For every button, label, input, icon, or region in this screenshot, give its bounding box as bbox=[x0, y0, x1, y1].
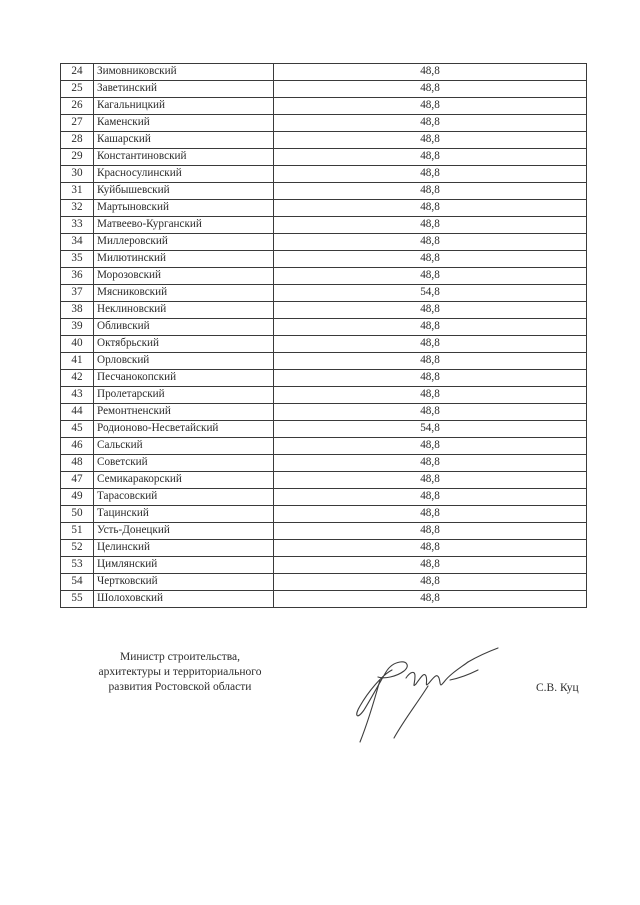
district-name-cell: Чертковский bbox=[94, 574, 274, 591]
value-cell: 48,8 bbox=[274, 98, 587, 115]
district-name-cell: Мартыновский bbox=[94, 200, 274, 217]
value-cell: 48,8 bbox=[274, 217, 587, 234]
row-number-cell: 41 bbox=[61, 353, 94, 370]
table-row bbox=[61, 183, 587, 200]
value-cell: 48,8 bbox=[274, 506, 587, 523]
table-row bbox=[61, 319, 587, 336]
row-number-cell: 48 bbox=[61, 455, 94, 472]
district-name-cell: Кашарский bbox=[94, 132, 274, 149]
district-name-cell: Мясниковский bbox=[94, 285, 274, 302]
district-name-cell: Тацинский bbox=[94, 506, 274, 523]
table-row bbox=[61, 115, 587, 132]
table-row bbox=[61, 370, 587, 387]
district-name-cell: Заветинский bbox=[94, 81, 274, 98]
row-number-cell: 53 bbox=[61, 557, 94, 574]
row-number-cell: 44 bbox=[61, 404, 94, 421]
signatory-title-line: архитектуры и территориального bbox=[98, 666, 262, 678]
table-row bbox=[61, 217, 587, 234]
row-number-cell: 35 bbox=[61, 251, 94, 268]
row-number-cell: 45 bbox=[61, 421, 94, 438]
row-number-cell: 43 bbox=[61, 387, 94, 404]
handwritten-signature bbox=[320, 640, 520, 750]
signatory-title bbox=[75, 650, 285, 695]
value-cell: 48,8 bbox=[274, 234, 587, 251]
table-row bbox=[61, 81, 587, 98]
value-cell: 48,8 bbox=[274, 132, 587, 149]
table-row bbox=[61, 438, 587, 455]
district-name-cell: Сальский bbox=[94, 438, 274, 455]
row-number-cell: 29 bbox=[61, 149, 94, 166]
value-cell: 48,8 bbox=[274, 149, 587, 166]
district-name-cell: Красносулинский bbox=[94, 166, 274, 183]
row-number-cell: 49 bbox=[61, 489, 94, 506]
table-row bbox=[61, 132, 587, 149]
district-name-cell: Песчанокопский bbox=[94, 370, 274, 387]
district-name-cell: Тарасовский bbox=[94, 489, 274, 506]
row-number-cell: 26 bbox=[61, 98, 94, 115]
table-row bbox=[61, 64, 587, 81]
value-cell: 48,8 bbox=[274, 387, 587, 404]
value-cell: 48,8 bbox=[274, 81, 587, 98]
signer-name: С.В. Куц bbox=[536, 682, 579, 694]
value-cell: 48,8 bbox=[274, 404, 587, 421]
district-name-cell: Милютинский bbox=[94, 251, 274, 268]
signatory-title-line: развития Ростовской области bbox=[108, 681, 252, 693]
table-row bbox=[61, 166, 587, 183]
table-row bbox=[61, 489, 587, 506]
row-number-cell: 28 bbox=[61, 132, 94, 149]
district-name-cell: Константиновский bbox=[94, 149, 274, 166]
row-number-cell: 33 bbox=[61, 217, 94, 234]
row-number-cell: 37 bbox=[61, 285, 94, 302]
district-name-cell: Шолоховский bbox=[94, 591, 274, 608]
row-number-cell: 30 bbox=[61, 166, 94, 183]
table-row bbox=[61, 387, 587, 404]
table-row bbox=[61, 557, 587, 574]
row-number-cell: 27 bbox=[61, 115, 94, 132]
row-number-cell: 34 bbox=[61, 234, 94, 251]
value-cell: 48,8 bbox=[274, 489, 587, 506]
value-cell: 48,8 bbox=[274, 591, 587, 608]
district-name-cell: Родионово-Несветайский bbox=[94, 421, 274, 438]
district-name-cell: Морозовский bbox=[94, 268, 274, 285]
table-row bbox=[61, 200, 587, 217]
value-cell: 48,8 bbox=[274, 319, 587, 336]
row-number-cell: 40 bbox=[61, 336, 94, 353]
value-cell: 48,8 bbox=[274, 540, 587, 557]
district-name-cell: Миллеровский bbox=[94, 234, 274, 251]
value-cell: 48,8 bbox=[274, 200, 587, 217]
value-cell: 48,8 bbox=[274, 472, 587, 489]
value-cell: 48,8 bbox=[274, 438, 587, 455]
table-row bbox=[61, 285, 587, 302]
table-row bbox=[61, 455, 587, 472]
row-number-cell: 31 bbox=[61, 183, 94, 200]
district-name-cell: Советский bbox=[94, 455, 274, 472]
value-cell: 48,8 bbox=[274, 64, 587, 81]
row-number-cell: 54 bbox=[61, 574, 94, 591]
value-cell: 48,8 bbox=[274, 336, 587, 353]
table-row bbox=[61, 523, 587, 540]
district-name-cell: Матвеево-Курганский bbox=[94, 217, 274, 234]
value-cell: 48,8 bbox=[274, 302, 587, 319]
value-cell: 54,8 bbox=[274, 285, 587, 302]
signatory-title-line: Министр строительства, bbox=[119, 651, 240, 663]
district-name-cell: Целинский bbox=[94, 540, 274, 557]
table-row bbox=[61, 506, 587, 523]
row-number-cell: 39 bbox=[61, 319, 94, 336]
value-cell: 48,8 bbox=[274, 574, 587, 591]
district-name-cell: Усть-Донецкий bbox=[94, 523, 274, 540]
table-row bbox=[61, 574, 587, 591]
value-cell: 48,8 bbox=[274, 166, 587, 183]
district-name-cell: Неклиновский bbox=[94, 302, 274, 319]
value-cell: 48,8 bbox=[274, 115, 587, 132]
value-cell: 48,8 bbox=[274, 557, 587, 574]
table-row bbox=[61, 591, 587, 608]
row-number-cell: 51 bbox=[61, 523, 94, 540]
value-cell: 48,8 bbox=[274, 183, 587, 200]
row-number-cell: 36 bbox=[61, 268, 94, 285]
table-row bbox=[61, 353, 587, 370]
row-number-cell: 24 bbox=[61, 64, 94, 81]
row-number-cell: 50 bbox=[61, 506, 94, 523]
row-number-cell: 25 bbox=[61, 81, 94, 98]
table-row bbox=[61, 98, 587, 115]
district-name-cell: Кагальницкий bbox=[94, 98, 274, 115]
district-name-cell: Пролетарский bbox=[94, 387, 274, 404]
row-number-cell: 42 bbox=[61, 370, 94, 387]
district-name-cell: Ремонтненский bbox=[94, 404, 274, 421]
table-row bbox=[61, 472, 587, 489]
district-name-cell: Куйбышевский bbox=[94, 183, 274, 200]
district-name-cell: Обливский bbox=[94, 319, 274, 336]
district-name-cell: Семикаракорский bbox=[94, 472, 274, 489]
value-cell: 48,8 bbox=[274, 353, 587, 370]
row-number-cell: 55 bbox=[61, 591, 94, 608]
table-row bbox=[61, 421, 587, 438]
district-name-cell: Орловский bbox=[94, 353, 274, 370]
value-cell: 54,8 bbox=[274, 421, 587, 438]
district-name-cell: Цимлянский bbox=[94, 557, 274, 574]
district-name-cell: Каменский bbox=[94, 115, 274, 132]
value-cell: 48,8 bbox=[274, 370, 587, 387]
table-row bbox=[61, 268, 587, 285]
value-cell: 48,8 bbox=[274, 523, 587, 540]
value-cell: 48,8 bbox=[274, 268, 587, 285]
table-row bbox=[61, 302, 587, 319]
row-number-cell: 32 bbox=[61, 200, 94, 217]
value-cell: 48,8 bbox=[274, 455, 587, 472]
districts-table bbox=[60, 63, 587, 608]
district-name-cell: Октябрьский bbox=[94, 336, 274, 353]
table-row bbox=[61, 540, 587, 557]
row-number-cell: 46 bbox=[61, 438, 94, 455]
table-row bbox=[61, 149, 587, 166]
row-number-cell: 52 bbox=[61, 540, 94, 557]
table-row bbox=[61, 404, 587, 421]
row-number-cell: 47 bbox=[61, 472, 94, 489]
district-name-cell: Зимовниковский bbox=[94, 64, 274, 81]
row-number-cell: 38 bbox=[61, 302, 94, 319]
table-row bbox=[61, 251, 587, 268]
value-cell: 48,8 bbox=[274, 251, 587, 268]
table-row bbox=[61, 234, 587, 251]
table-row bbox=[61, 336, 587, 353]
